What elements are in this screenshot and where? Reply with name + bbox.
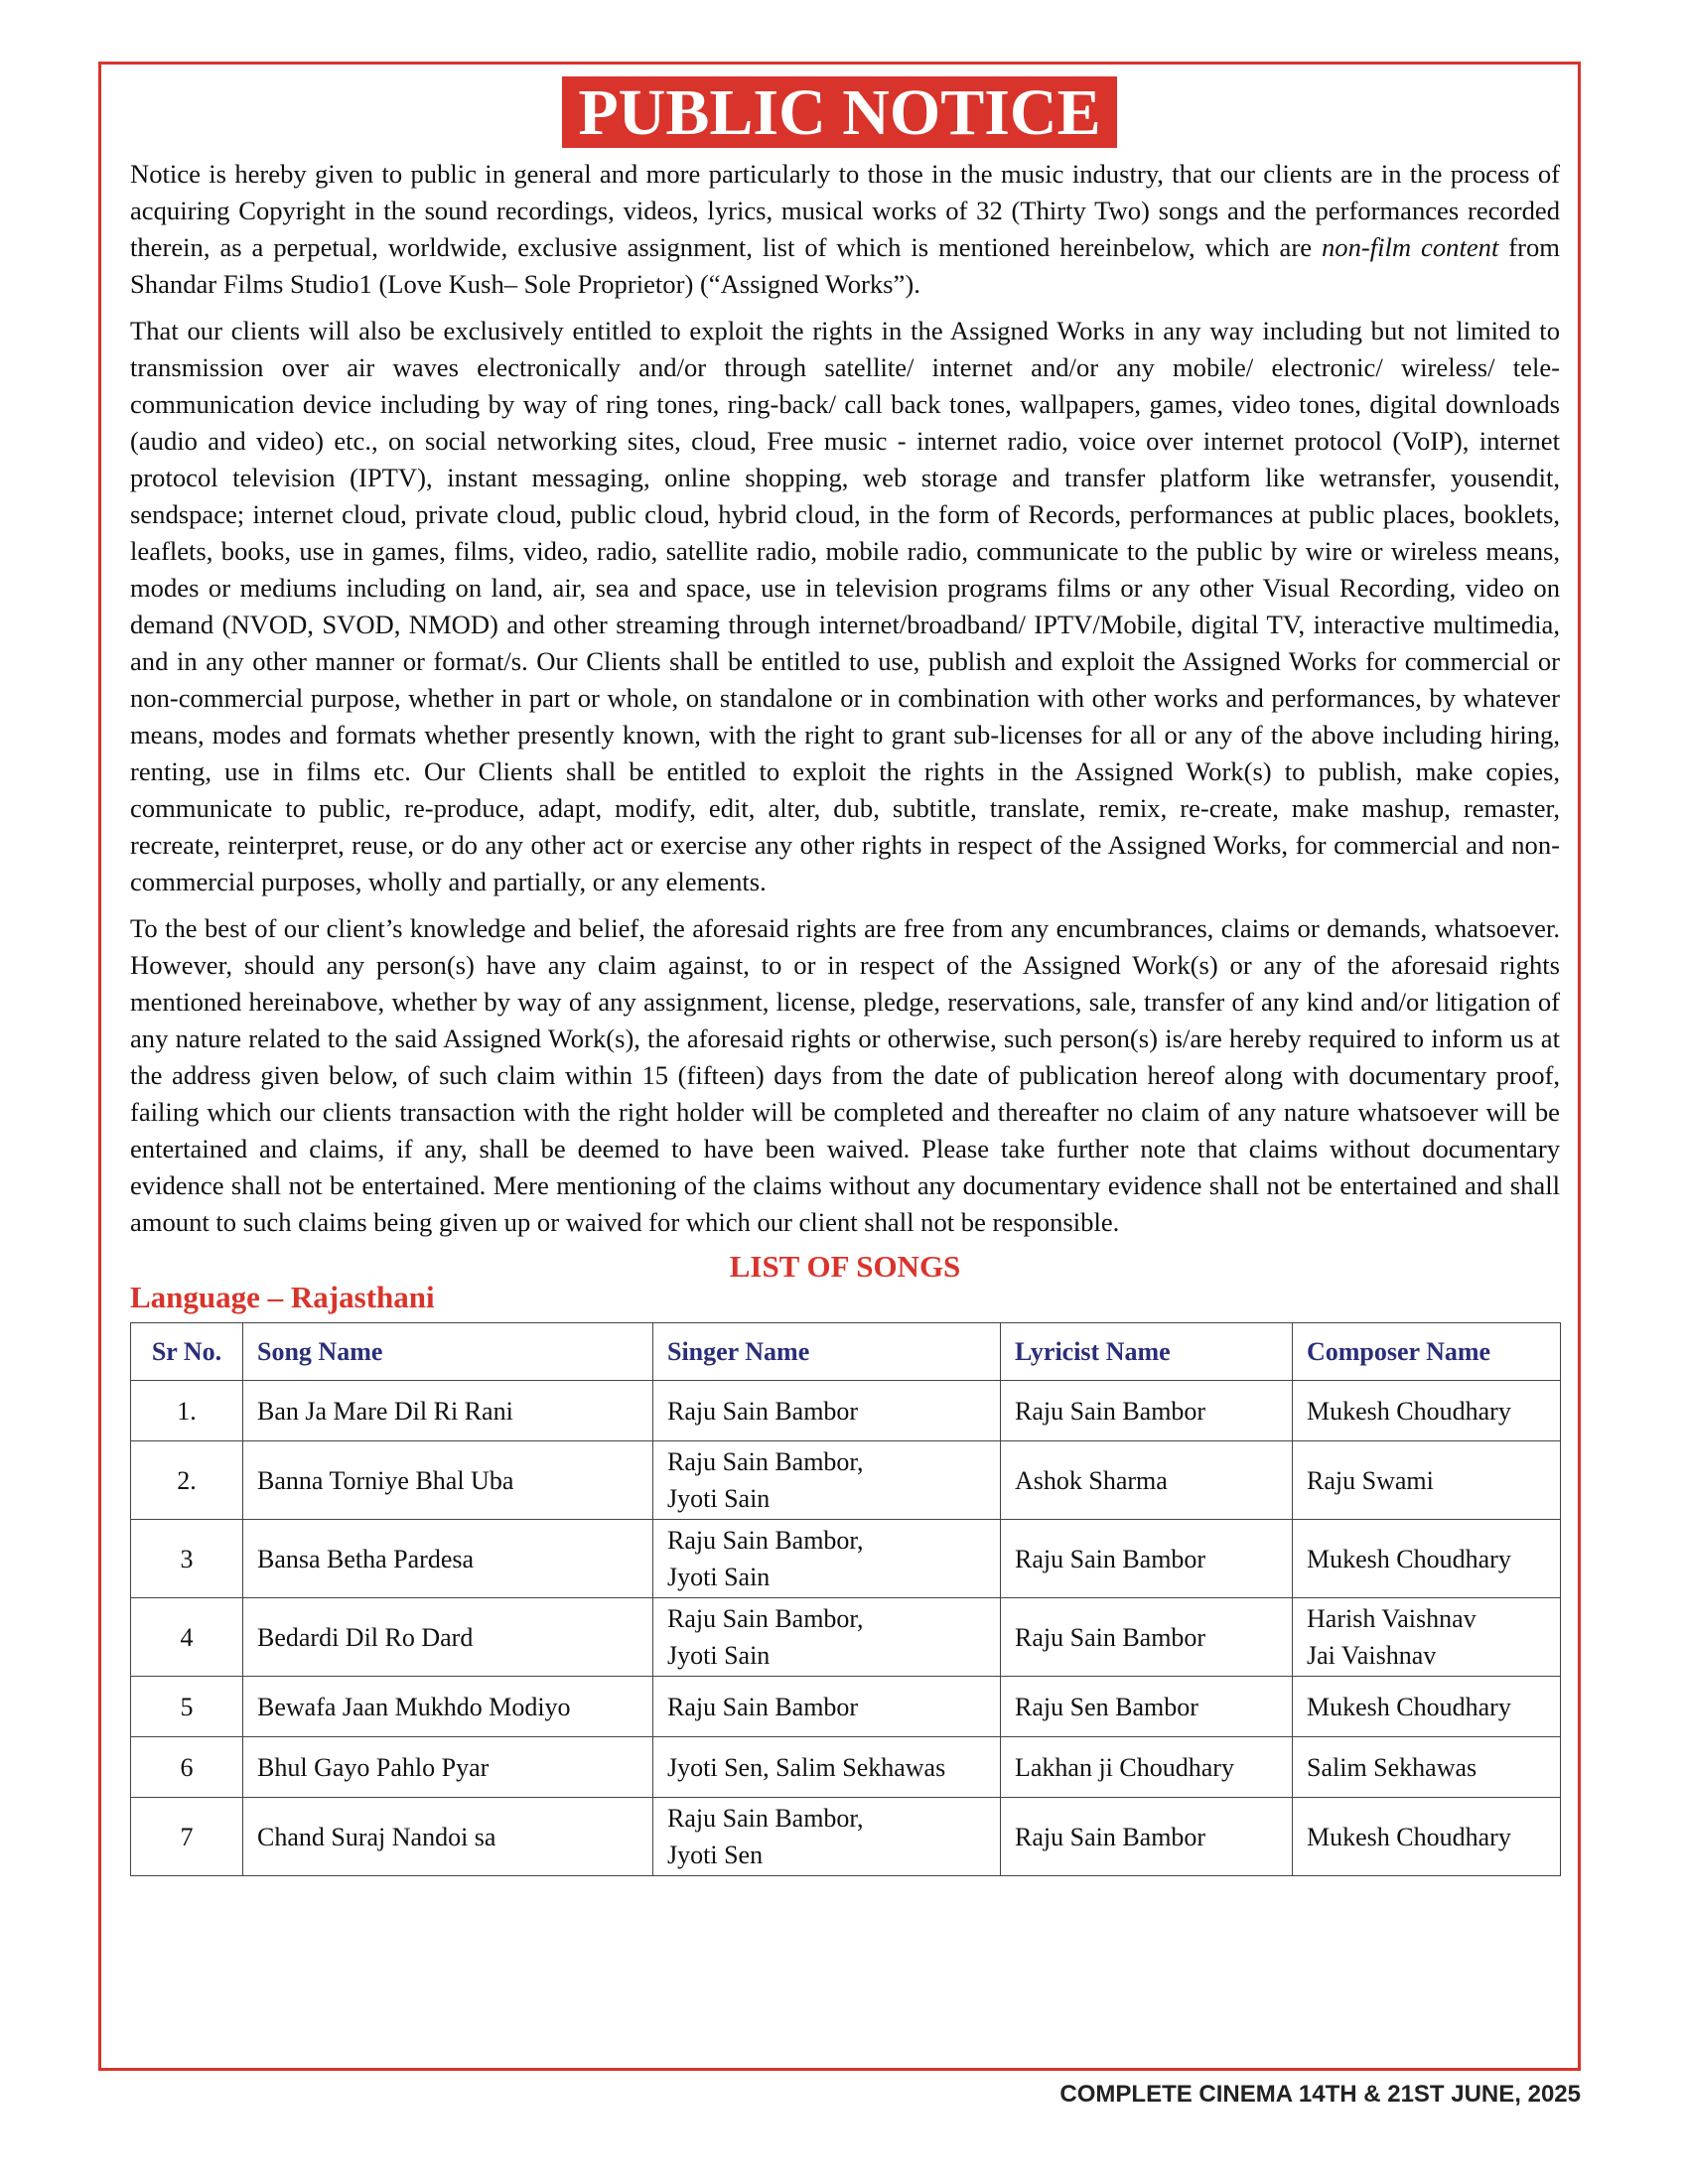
paragraph-rights: That our clients will also be exclusively entitled to exploit the rights in the Assigned Works in any way including but not limited to transmission over air waves electronically and/or through satellite/ internet and/or any mobile/ electronic/ wireless/ tele-communication device including by way of ring tones, ring-back/ call back tones, wallpapers, games, video tones, digital downloads (audio and video) etc., on social networking sites, cloud, Free music - internet radio, voice over internet protocol (VoIP), internet protocol television (IPTV), instant messaging, online shopping, web storage and transfer platform like wetransfer, yousendit, sendspace; internet cloud, private cloud, public cloud, hybrid cloud, in the form of Records, performances at public places, booklets, leaflets, books, use in games, films, video, radio, satellite radio, mobile radio, communicate to the public by wire or wireless means, modes or mediums including on land, air, sea and space, use in television programs films or any other Visual Recording, video on demand (NVOD, SVOD, NMOD) and other streaming through internet/broadband/ IPTV/Mobile, digital TV, interactive multimedia, and in any other manner or format/s. Our Clients shall be entitled to use, publish and exploit the Assigned Works for commercial or non-commercial purpose, whether in part or whole, on standalone or in combination with other works and performances, by whatever means, modes and formats whether presently known, with the right to grant sub-licenses for all or any of the above including hiring, renting, use in films etc. Our Clients shall be entitled to exploit the rights in the Assigned Work(s) to publish, make copies, communicate to public, re-produce, adapt, modify, edit, alter, dub, subtitle, translate, remix, re-create, make mashup, remaster, recreate, reinterpret, reuse, or do any other act or exercise any other rights in respect of the Assigned Works, for commercial and non-commercial purposes, wholly and partially, or any elements.	[130, 316, 1560, 896]
cell-singer-name	[653, 1798, 1001, 1876]
paragraph-claims: To the best of our client’s knowledge and belief, the aforesaid rights are free from any encumbrances, claims or demands, whatsoever. However, should any person(s) have any claim against, to or in respect of the Assigned Work(s) or any of the aforesaid rights mentioned hereinabove, whether by way of any assignment, license, pledge, reservations, sale, transfer of any kind and/or litigation of any nature related to the said Assigned Work(s), the aforesaid rights or otherwise, such person(s) is/are hereby required to inform us at the address given below, of such claim within 15 (fifteen) days from the date of publication hereof along with documentary proof, failing which our clients transaction with the right holder will be completed and thereafter no claim of any nature whatsoever will be entertained and claims, if any, shall be deemed to have been waived. Please take further note that claims without documentary evidence shall not be entertained. Mere mentioning of the claims without any documentary evidence shall not be entertained and shall amount to such claims being given up or waived for which our client shall not be responsible.	[130, 913, 1560, 1237]
paragraph-intro-emphasis: non-film content	[1321, 232, 1499, 262]
cell-lyricist-name: Raju Sain Bambor	[1001, 1381, 1293, 1441]
cell-lyricist-name: Raju Sain Bambor	[1001, 1798, 1293, 1876]
cell-lyricist-name: Raju Sen Bambor	[1001, 1677, 1293, 1737]
singer-line: Raju Sain Bambor,	[667, 1526, 864, 1555]
table-header-row	[131, 1323, 1561, 1381]
table-row	[131, 1677, 1561, 1737]
cell-composer-name	[1293, 1598, 1561, 1677]
header-song-name: Song Name	[243, 1323, 653, 1381]
cell-singer-name	[653, 1520, 1001, 1598]
singer-line: Jyoti Sain	[667, 1641, 771, 1670]
cell-song-name: Ban Ja Mare Dil Ri Rani	[243, 1381, 653, 1441]
composer-line: Mukesh Choudhary	[1307, 1822, 1511, 1851]
composer-line: Raju Swami	[1307, 1465, 1434, 1495]
composer-line: Mukesh Choudhary	[1307, 1396, 1511, 1426]
cell-singer-name	[653, 1677, 1001, 1737]
cell-song-name: Chand Suraj Nandoi sa	[243, 1798, 653, 1876]
cell-composer-name	[1293, 1441, 1561, 1520]
cell-lyricist-name: Lakhan ji Choudhary	[1001, 1737, 1293, 1798]
composer-line: Harish Vaishnav	[1307, 1604, 1477, 1633]
cell-song-name: Bedardi Dil Ro Dard	[243, 1598, 653, 1677]
header-composer-name: Composer Name	[1293, 1323, 1561, 1381]
cell-singer-name	[653, 1737, 1001, 1798]
title-wrap	[101, 76, 1578, 148]
cell-lyricist-name: Raju Sain Bambor	[1001, 1520, 1293, 1598]
cell-singer-name	[653, 1598, 1001, 1677]
cell-composer-name	[1293, 1381, 1561, 1441]
paragraph-intro-part-b: from Shandar Films Studio1 (Love Kush– Sole Proprietor) (“Assigned Works”).	[130, 232, 1560, 299]
list-title: LIST OF SONGS	[729, 1249, 961, 1284]
table-row	[131, 1441, 1561, 1520]
table-row	[131, 1737, 1561, 1798]
cell-sr-no: 4	[131, 1598, 243, 1677]
cell-singer-name	[653, 1381, 1001, 1441]
cell-composer-name	[1293, 1520, 1561, 1598]
cell-lyricist-name: Raju Sain Bambor	[1001, 1598, 1293, 1677]
language-label: Language – Rajasthani	[130, 1280, 435, 1314]
cell-sr-no: 6	[131, 1737, 243, 1798]
cell-composer-name	[1293, 1798, 1561, 1876]
cell-singer-name	[653, 1441, 1001, 1520]
singer-line: Jyoti Sain	[667, 1563, 771, 1591]
singer-line: Raju Sain Bambor	[667, 1396, 859, 1426]
songs-table	[130, 1322, 1561, 1876]
cell-song-name: Bewafa Jaan Mukhdo Modiyo	[243, 1677, 653, 1737]
paragraph-intro	[130, 156, 1560, 303]
cell-sr-no: 3	[131, 1520, 243, 1598]
singer-line: Raju Sain Bambor	[667, 1692, 859, 1721]
composer-line: Salim Sekhawas	[1307, 1752, 1477, 1782]
table-row	[131, 1798, 1561, 1876]
singer-line: Jyoti Sen	[667, 1841, 764, 1869]
composer-line: Jai Vaishnav	[1307, 1641, 1437, 1670]
cell-sr-no: 5	[131, 1677, 243, 1737]
header-lyricist-name: Lyricist Name	[1001, 1323, 1293, 1381]
cell-composer-name	[1293, 1737, 1561, 1798]
composer-line: Mukesh Choudhary	[1307, 1544, 1511, 1573]
list-heading	[130, 1249, 1560, 1322]
cell-sr-no: 2.	[131, 1441, 243, 1520]
cell-song-name: Banna Torniye Bhal Uba	[243, 1441, 653, 1520]
cell-sr-no: 1.	[131, 1381, 243, 1441]
header-singer-name: Singer Name	[653, 1323, 1001, 1381]
singer-line: Raju Sain Bambor,	[667, 1804, 864, 1833]
cell-song-name: Bansa Betha Pardesa	[243, 1520, 653, 1598]
notice-body	[130, 156, 1560, 1876]
singer-line: Jyoti Sain	[667, 1484, 771, 1513]
cell-song-name: Bhul Gayo Pahlo Pyar	[243, 1737, 653, 1798]
table-body	[131, 1381, 1561, 1876]
header-sr-no: Sr No.	[131, 1323, 243, 1381]
singer-line: Raju Sain Bambor,	[667, 1604, 864, 1633]
notice-frame	[98, 62, 1581, 2071]
paragraph-intro-part-a: Notice is hereby given to public in general and more particularly to those in the music industry, that our clients are in the process of acquiring Copyright in the sound recordings, videos, lyrics, musical works of 32 (Thirty Two) songs and the performances recorded therein, as a perpetual, worldwide, exclusive assignment, list of which is mentioned hereinbelow, which are	[130, 159, 1560, 262]
publication-footer: COMPLETE CINEMA 14TH & 21ST JUNE, 2025	[1059, 2081, 1581, 2108]
singer-line: Jyoti Sen, Salim Sekhawas	[667, 1752, 946, 1782]
cell-sr-no: 7	[131, 1798, 243, 1876]
table-row	[131, 1598, 1561, 1677]
notice-title: PUBLIC NOTICE	[562, 76, 1116, 148]
table-row	[131, 1520, 1561, 1598]
cell-composer-name	[1293, 1677, 1561, 1737]
composer-line: Mukesh Choudhary	[1307, 1692, 1511, 1721]
table-row	[131, 1381, 1561, 1441]
cell-lyricist-name: Ashok Sharma	[1001, 1441, 1293, 1520]
singer-line: Raju Sain Bambor,	[667, 1447, 864, 1476]
